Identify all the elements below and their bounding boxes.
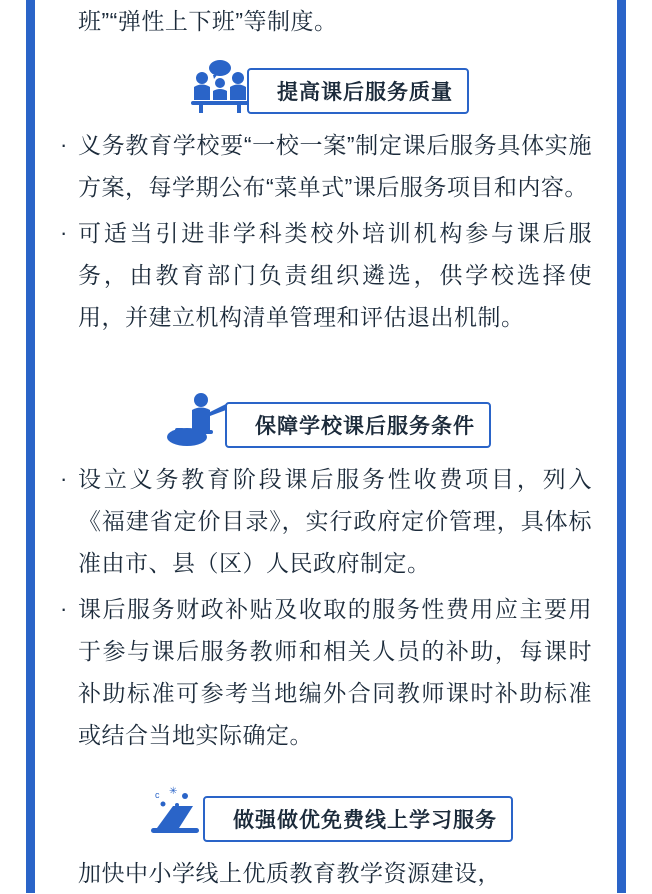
bullet-text: 义务教育学校要“一校一案”制定课后服务具体实施方案，每学期公布“菜单式”课后服务项目和内容。 bbox=[78, 132, 592, 200]
bullet-text: 设立义务教育阶段课后服务性收费项目，列入《福建省定价目录》，实行政府定价管理，具体标准由市、县（区）人民政府制定。 bbox=[78, 466, 592, 576]
svg-text:✳: ✳ bbox=[169, 786, 178, 797]
top-text-fragment: 班”“弹性上下班”等制度。 bbox=[78, 8, 338, 34]
bullet-item bbox=[60, 458, 592, 584]
section-heading-2 bbox=[60, 390, 592, 448]
section-heading-1 bbox=[60, 56, 592, 114]
bullet-dot: · bbox=[60, 220, 68, 245]
bullet-text: 课后服务财政补贴及收取的服务性费用应主要用于参与课后服务教师和相关人员的补助，每课时补助标准可参考当地编外合同教师课时补助标准或结合当地实际确定。 bbox=[78, 596, 592, 748]
bullet-item bbox=[60, 212, 592, 338]
bottom-text-fragment: 加快中小学线上优质教育教学资源建设， bbox=[78, 860, 501, 886]
bullet-item bbox=[60, 124, 592, 208]
person-with-megaphone-icon bbox=[161, 390, 235, 448]
left-blue-rail bbox=[26, 0, 35, 893]
section-title-3: 做强做优免费线上学习服务 bbox=[203, 796, 513, 842]
svg-text:c: c bbox=[155, 790, 160, 800]
people-at-table-icon bbox=[183, 56, 257, 114]
bullet-dot: · bbox=[60, 132, 68, 157]
section-title-1: 提高课后服务质量 bbox=[247, 68, 469, 114]
bullet-dot: · bbox=[60, 596, 68, 621]
laptop-online-learning-icon bbox=[139, 784, 213, 842]
section-heading-3 bbox=[60, 784, 592, 842]
bullet-dot: · bbox=[60, 466, 68, 491]
section-title-2: 保障学校课后服务条件 bbox=[225, 402, 491, 448]
content-column bbox=[60, 0, 592, 893]
bullet-item bbox=[60, 588, 592, 756]
right-blue-rail bbox=[617, 0, 626, 893]
bullet-text: 可适当引进非学科类校外培训机构参与课后服务，由教育部门负责组织遴选，供学校选择使用，并建立机构清单管理和评估退出机制。 bbox=[78, 220, 592, 330]
